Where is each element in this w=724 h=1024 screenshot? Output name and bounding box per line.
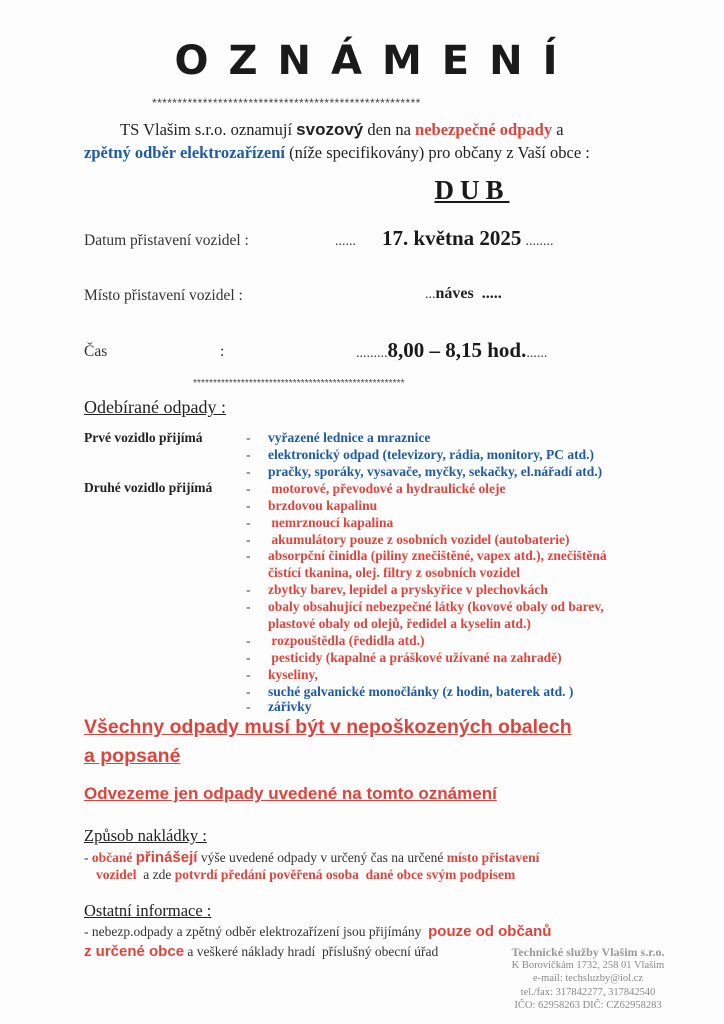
intro-middle: den na <box>363 120 416 139</box>
waste-item-continuation: plastové obaly od olejů, ředidel a kyselin atd.) <box>268 616 531 631</box>
waste-item: - vyřazené lednice a mraznice <box>246 430 431 445</box>
place-label: Místo přistavení vozidel : <box>84 287 243 304</box>
waste-item: - zbytky barev, lepidel a pryskyřice v plechovkách <box>246 582 548 597</box>
stamp-company: Technické služby Vlašim s.r.o. <box>511 945 665 959</box>
village-name: DUB <box>434 175 510 205</box>
date-dots-before: ...... <box>335 234 356 249</box>
time-colon: : <box>220 343 225 360</box>
time-dots-after: ...... <box>526 346 548 361</box>
intro-line2-suffix: (níže specifikovány) pro občany z Vaší obce : <box>285 143 590 162</box>
date-value: 17. května 2025 <box>382 226 522 250</box>
waste-item: - pračky, sporáky, vysavače, myčky, sekačky, el.nářadí atd.) <box>246 464 603 479</box>
waste-item: - absorpční činidla (piliny znečištěné, vapex atd.), znečištěná <box>246 548 607 563</box>
place-dots-after: ..... <box>473 285 502 302</box>
vehicle1-label: Prvé vozidlo přijímá <box>84 430 203 445</box>
time-value: 8,00 – 8,15 hod. <box>387 338 527 362</box>
waste-item: - pesticidy (kapalné a práškové užívané na zahradě) <box>246 650 562 665</box>
waste-item: - akumulátory pouze z osobních vozidel (autobaterie) <box>246 532 570 547</box>
intro-electro: zpětný odběr elektrozařízení <box>84 143 286 162</box>
waste-item: - nemrznoucí kapalina <box>246 515 394 530</box>
vehicle2-label: Druhé vozidlo přijímá <box>84 480 213 495</box>
time-label: Čas <box>84 343 108 360</box>
other-info-line-1: - nebezp.odpady a zpětný odběr elektrozařízení jsou přijímány pouze od občanů <box>84 923 552 940</box>
intro-prefix: TS Vlašim s.r.o. oznamují <box>120 120 293 139</box>
loading-line-1: - občané přinášejí výše uvedené odpady v určený čas na určené místo přistavení <box>84 849 540 866</box>
warning-packaging: Všechny odpady musí být v nepoškozených obalech <box>84 716 572 738</box>
loading-heading: Způsob nakládky : <box>84 826 207 845</box>
loading-line-2: vozidel a zde potvrdí předání pověřená osoba dané obce svým podpisem <box>96 867 516 882</box>
stamp-email: e-mail: techsluzby@iol.cz <box>533 973 643 985</box>
other-info-line-2: z určené obce a veškeré náklady hradí příslušný obecní úřad <box>84 943 439 960</box>
stamp-phone: tel./fax: 317842277, 317842540 <box>520 986 656 998</box>
stars-divider-top: ***************************************************** <box>152 96 421 110</box>
place-dots-before: ... <box>425 287 436 302</box>
waste-item: - elektronický odpad (televizory, rádia, monitory, PC atd.) <box>246 447 594 462</box>
intro-line-1 <box>120 120 564 140</box>
waste-item: - obaly obsahující nebezpečné látky (kovové obaly od barev, <box>246 599 604 614</box>
stamp-ids: IČO: 62958263 DIČ: CZ62958283 <box>514 999 662 1011</box>
date-value-row <box>335 226 553 251</box>
time-value-row <box>356 338 547 363</box>
warning-listed-only: Odvezeme jen odpady uvedené na tomto oznámení <box>84 784 497 803</box>
waste-item: - rozpouštědla (ředidla atd.) <box>246 633 425 648</box>
page-title: OZNÁMENÍ <box>174 38 578 84</box>
stars-divider-mid: ***************************************************** <box>193 378 405 389</box>
place-value-row <box>425 285 502 303</box>
intro-suffix: a <box>552 120 564 139</box>
intro-hazardous: nebezpečné odpady <box>415 120 553 139</box>
time-dots-before: ......... <box>356 346 388 361</box>
waste-item: - suché galvanické monočlánky (z hodin, baterek atd. ) <box>246 684 574 699</box>
date-label: Datum přistavení vozidel : <box>84 232 249 249</box>
waste-item: - brzdovou kapalinu <box>246 498 378 513</box>
waste-item: - kyseliny, <box>246 667 318 682</box>
place-value: náves <box>435 285 474 302</box>
waste-heading: Odebírané odpady : <box>84 397 226 417</box>
waste-item: - zářivky <box>246 699 312 714</box>
intro-line-2 <box>84 143 590 163</box>
intro-bold: svozový <box>296 120 364 139</box>
waste-item-continuation: čistící tkanina, olej. filtry z osobních vozidel <box>268 565 520 580</box>
company-stamp <box>488 946 688 1012</box>
warning-packaging-cont: a popsané <box>84 745 181 767</box>
waste-item: - motorové, převodové a hydraulické oleje <box>246 481 506 496</box>
stamp-address: K Borovičkám 1732, 258 01 Vlašim <box>511 960 665 972</box>
other-info-heading: Ostatní informace : <box>84 901 212 920</box>
date-dots-after: ........ <box>525 234 554 249</box>
